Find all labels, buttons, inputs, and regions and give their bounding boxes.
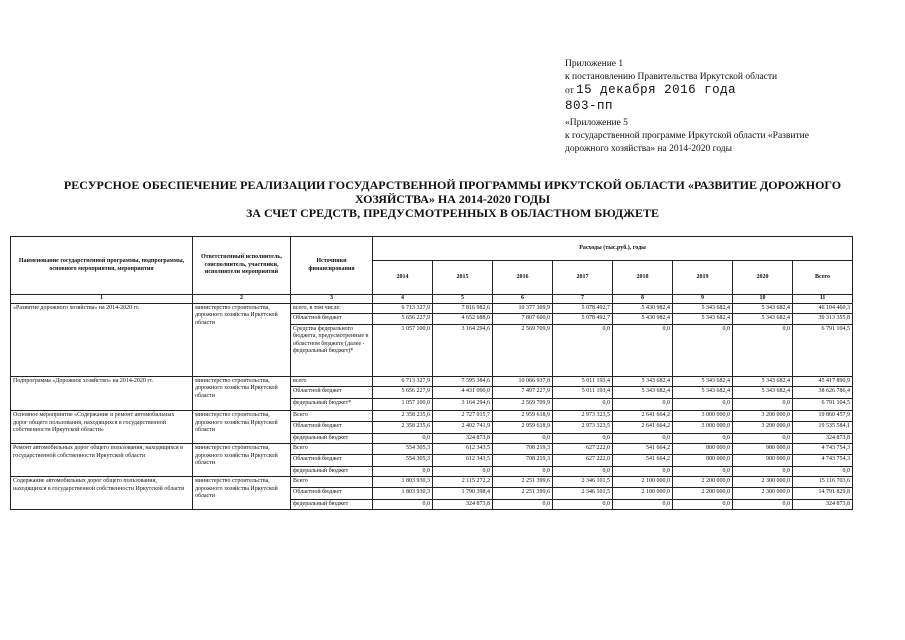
amount-cell: 5 343 682,4 <box>733 387 793 399</box>
amount-cell: 5 343 682,4 <box>733 376 793 387</box>
amount-cell: 2 251 399,6 <box>493 477 553 488</box>
source-cell: Областной бюджет <box>291 421 373 433</box>
header-name: Наименование государственной программы, подпрограммы, основного мероприятия, мероприятия <box>11 237 193 295</box>
amount-cell: 5 011 193,4 <box>553 387 613 399</box>
annex-date: 15 декабря 2016 года <box>576 83 737 97</box>
amount-cell: 0,0 <box>793 466 853 477</box>
amount-cell: 5 656 227,9 <box>373 314 433 325</box>
amount-cell: 3 000 000,0 <box>673 421 733 433</box>
amount-cell: 1 803 930,3 <box>373 477 433 488</box>
amount-cell: 0,0 <box>613 399 673 411</box>
amount-cell: 2 973 323,5 <box>553 411 613 422</box>
responsible-cell: министерство строительства, дорожного хозяйства Иркутской области <box>193 444 291 477</box>
column-index: 2 <box>193 295 291 304</box>
amount-cell: 0,0 <box>613 433 673 444</box>
header-year: 2017 <box>553 261 613 295</box>
amount-cell: 45 417 890,9 <box>793 376 853 387</box>
column-index: 1 <box>11 295 193 304</box>
amount-cell: 3 200 000,0 <box>733 411 793 422</box>
amount-cell: 0,0 <box>613 499 673 510</box>
amount-cell: 900 000,0 <box>733 454 793 466</box>
amount-cell: 2 358 235,6 <box>373 411 433 422</box>
column-index: 10 <box>733 295 793 304</box>
amount-cell: 2 346 101,5 <box>553 487 613 499</box>
amount-cell: 2 973 323,5 <box>553 421 613 433</box>
amount-cell: 6 791 104,5 <box>793 399 853 411</box>
amount-cell: 4 431 090,0 <box>433 387 493 399</box>
amount-cell: 0,0 <box>733 433 793 444</box>
amount-cell: 2 100 000,0 <box>613 477 673 488</box>
header-year: Всего <box>793 261 853 295</box>
responsible-cell: министерство строительства, дорожного хозяйства Иркутской области <box>193 411 291 444</box>
amount-cell: 3 164 294,6 <box>433 399 493 411</box>
amount-cell: 19 860 457,9 <box>793 411 853 422</box>
amount-cell: 0,0 <box>673 433 733 444</box>
amount-cell: 2 200 000,0 <box>673 477 733 488</box>
annex-date-prefix: от <box>565 86 574 96</box>
amount-cell: 2 346 101,5 <box>553 477 613 488</box>
source-cell: федеральный бюджет* <box>291 399 373 411</box>
amount-cell: 6 713 327,9 <box>373 303 433 314</box>
amount-cell: 0,0 <box>613 466 673 477</box>
amount-cell: 5 343 682,4 <box>733 314 793 325</box>
column-index: 5 <box>433 295 493 304</box>
amount-cell: 0,0 <box>673 399 733 411</box>
amount-cell: 3 000 000,0 <box>673 411 733 422</box>
source-cell: Средства федерального бюджета, предусмотренные в областном бюджете (далее - федеральный бюджет)* <box>291 324 373 376</box>
amount-cell: 0,0 <box>553 499 613 510</box>
amount-cell: 3 164 294,6 <box>433 324 493 376</box>
header-year: 2019 <box>673 261 733 295</box>
amount-cell: 2 200 000,0 <box>673 487 733 499</box>
table-row <box>11 477 853 488</box>
source-cell: Всего <box>291 411 373 422</box>
amount-cell: 5 430 982,4 <box>613 314 673 325</box>
source-cell: Областной бюджет <box>291 487 373 499</box>
header-year: 2015 <box>433 261 493 295</box>
title-line: ЗА СЧЕТ СРЕДСТВ, ПРЕДУСМОТРЕННЫХ В ОБЛАСТНОМ БЮДЖЕТЕ <box>245 206 660 220</box>
amount-cell: 0,0 <box>493 499 553 510</box>
amount-cell: 2 959 618,9 <box>493 411 553 422</box>
amount-cell: 19 535 584,1 <box>793 421 853 433</box>
amount-cell: 0,0 <box>433 466 493 477</box>
amount-cell: 0,0 <box>373 499 433 510</box>
amount-cell: 627 222,0 <box>553 444 613 455</box>
amount-cell: 2 727 015,7 <box>433 411 493 422</box>
program-name-cell: Ремонт автомобильных дорог общего пользования, находящихся в государственной собственности Иркутской области <box>11 444 193 477</box>
amount-cell: 0,0 <box>373 433 433 444</box>
amount-cell: 0,0 <box>673 466 733 477</box>
amount-cell: 5 656 227,9 <box>373 387 433 399</box>
amount-cell: 7 497 227,9 <box>493 387 553 399</box>
program-name-cell: Содержание автомобильных дорог общего пользования, находящихся в государственной собственности Иркутской области <box>11 477 193 510</box>
amount-cell: 2 402 741,9 <box>433 421 493 433</box>
amount-cell: 1 803 930,3 <box>373 487 433 499</box>
amount-cell: 6 791 104,5 <box>793 324 853 376</box>
source-cell: Областной бюджет <box>291 314 373 325</box>
resource-table <box>10 236 853 510</box>
header-expenses: Расходы (тыс.руб.), годы <box>373 237 853 261</box>
amount-cell: 5 430 982,4 <box>613 303 673 314</box>
column-index: 6 <box>493 295 553 304</box>
amount-cell: 5 343 682,4 <box>673 303 733 314</box>
title-line: РЕСУРСНОЕ ОБЕСПЕЧЕНИЕ РЕАЛИЗАЦИИ ГОСУДАРСТВЕННОЙ ПРОГРАММЫ ИРКУТСКОЙ ОБЛАСТИ «РАЗВИТИЕ ДОРОЖНОГО <box>63 178 842 192</box>
table-row <box>11 376 853 387</box>
amount-cell: 0,0 <box>553 433 613 444</box>
amount-cell: 46 104 460,3 <box>793 303 853 314</box>
amount-cell: 4 743 754,3 <box>793 454 853 466</box>
amount-cell: 2 115 272,2 <box>433 477 493 488</box>
amount-cell: 2 300 000,0 <box>733 487 793 499</box>
amount-cell: 6 713 327,9 <box>373 376 433 387</box>
source-cell: Всего <box>291 477 373 488</box>
amount-cell: 10 066 937,8 <box>493 376 553 387</box>
amount-cell: 7 595 384,6 <box>433 376 493 387</box>
amount-cell: 14 791 829,8 <box>793 487 853 499</box>
amount-cell: 0,0 <box>493 466 553 477</box>
amount-cell: 3 200 000,0 <box>733 421 793 433</box>
program-name-cell: Основное мероприятие «Содержание и ремонт автомобильных дорог общего пользования, находящихся в государственной собственности Иркутской области» <box>11 411 193 444</box>
column-index: 4 <box>373 295 433 304</box>
amount-cell: 0,0 <box>553 466 613 477</box>
responsible-cell: министерство строительства, дорожного хозяйства Иркутской области <box>193 303 291 376</box>
amount-cell: 0,0 <box>733 499 793 510</box>
amount-cell: 2 251 399,6 <box>493 487 553 499</box>
amount-cell: 2 300 000,0 <box>733 477 793 488</box>
amount-cell: 38 626 786,4 <box>793 387 853 399</box>
amount-cell: 1 790 398,4 <box>433 487 493 499</box>
amount-cell: 5 078 492,7 <box>553 303 613 314</box>
amount-cell: 2 100 000,0 <box>613 487 673 499</box>
amount-cell: 2 959 618,9 <box>493 421 553 433</box>
annex-line: дорожного хозяйства» на 2014-2020 годы <box>565 144 733 154</box>
annex-block <box>565 58 895 156</box>
amount-cell: 4 652 688,0 <box>433 314 493 325</box>
amount-cell: 324 873,8 <box>793 433 853 444</box>
amount-cell: 800 000,0 <box>673 454 733 466</box>
column-index: 7 <box>553 295 613 304</box>
annex-date-line <box>565 84 895 98</box>
header-source: Источники финансирования <box>291 237 373 295</box>
amount-cell: 554 305,3 <box>373 454 433 466</box>
program-name-cell: Подпрограмма «Дорожное хозяйство» на 2014-2020 гг. <box>11 376 193 411</box>
amount-cell: 5 343 682,4 <box>613 376 673 387</box>
responsible-cell: министерство строительства, дорожного хозяйства Иркутской области <box>193 477 291 510</box>
header-year: 2020 <box>733 261 793 295</box>
amount-cell: 0,0 <box>373 466 433 477</box>
amount-cell: 5 343 682,4 <box>733 303 793 314</box>
amount-cell: 0,0 <box>613 324 673 376</box>
amount-cell: 5 343 682,4 <box>613 387 673 399</box>
amount-cell: 627 222,0 <box>553 454 613 466</box>
amount-cell: 1 057 100,0 <box>373 324 433 376</box>
title-line: ХОЗЯЙСТВА» НА 2014-2020 ГОДЫ <box>355 192 550 206</box>
amount-cell: 15 116 703,6 <box>793 477 853 488</box>
amount-cell: 4 743 754,3 <box>793 444 853 455</box>
source-cell: Областной бюджет <box>291 387 373 399</box>
responsible-cell: министерство строительства, дорожного хозяйства Иркутской области <box>193 376 291 411</box>
amount-cell: 612 343,5 <box>433 444 493 455</box>
amount-cell: 39 313 355,8 <box>793 314 853 325</box>
amount-cell: 1 057 100,0 <box>373 399 433 411</box>
amount-cell: 612 343,5 <box>433 454 493 466</box>
column-index: 3 <box>291 295 373 304</box>
amount-cell: 7 816 982,6 <box>433 303 493 314</box>
amount-cell: 5 078 492,7 <box>553 314 613 325</box>
amount-cell: 324 873,8 <box>433 433 493 444</box>
amount-cell: 708 219,3 <box>493 444 553 455</box>
annex-line: «Приложение 5 <box>565 118 628 128</box>
column-index: 9 <box>673 295 733 304</box>
column-index: 11 <box>793 295 853 304</box>
amount-cell: 2 358 235,6 <box>373 421 433 433</box>
table-row <box>11 303 853 314</box>
amount-cell: 708 219,3 <box>493 454 553 466</box>
amount-cell: 324 873,8 <box>793 499 853 510</box>
amount-cell: 541 664,2 <box>613 454 673 466</box>
amount-cell: 2 641 664,2 <box>613 421 673 433</box>
document-title <box>0 178 905 220</box>
program-name-cell: «Развитие дорожного хозяйства» на 2014-2020 гг. <box>11 303 193 376</box>
source-cell: всего, в том числе: <box>291 303 373 314</box>
amount-cell: 324 873,8 <box>433 499 493 510</box>
amount-cell: 900 000,0 <box>733 444 793 455</box>
amount-cell: 2 569 709,9 <box>493 399 553 411</box>
annex-line: к государственной программе Иркутской области «Развитие <box>565 131 809 141</box>
amount-cell: 554 305,3 <box>373 444 433 455</box>
amount-cell: 0,0 <box>493 433 553 444</box>
amount-cell: 800 000,0 <box>673 444 733 455</box>
amount-cell: 10 377 309,9 <box>493 303 553 314</box>
amount-cell: 0,0 <box>673 499 733 510</box>
source-cell: Всего <box>291 444 373 455</box>
amount-cell: 5 343 682,4 <box>673 376 733 387</box>
amount-cell: 5 011 193,4 <box>553 376 613 387</box>
amount-cell: 2 641 664,2 <box>613 411 673 422</box>
amount-cell: 0,0 <box>733 466 793 477</box>
amount-cell: 541 664,2 <box>613 444 673 455</box>
column-index: 8 <box>613 295 673 304</box>
amount-cell: 5 343 682,4 <box>673 387 733 399</box>
header-responsible: Ответственный исполнитель, соисполнитель, участники, исполнители мероприятий <box>193 237 291 295</box>
header-year: 2014 <box>373 261 433 295</box>
amount-cell: 2 569 709,9 <box>493 324 553 376</box>
amount-cell: 7 807 600,0 <box>493 314 553 325</box>
source-cell: федеральный бюджет <box>291 433 373 444</box>
amount-cell: 0,0 <box>733 324 793 376</box>
amount-cell: 5 343 682,4 <box>673 314 733 325</box>
annex-line: Приложение 1 <box>565 59 624 69</box>
source-cell: федеральный бюджет <box>291 466 373 477</box>
header-year: 2016 <box>493 261 553 295</box>
table-row <box>11 444 853 455</box>
amount-cell: 0,0 <box>673 324 733 376</box>
amount-cell: 0,0 <box>553 399 613 411</box>
amount-cell: 0,0 <box>733 399 793 411</box>
table-row <box>11 411 853 422</box>
annex-number: 803-пп <box>565 99 614 113</box>
source-cell: Областной бюджет <box>291 454 373 466</box>
annex-line: к постановлению Правительства Иркутской области <box>565 72 778 82</box>
amount-cell: 0,0 <box>553 324 613 376</box>
source-cell: федеральный бюджет <box>291 499 373 510</box>
header-year: 2018 <box>613 261 673 295</box>
source-cell: всего <box>291 376 373 387</box>
